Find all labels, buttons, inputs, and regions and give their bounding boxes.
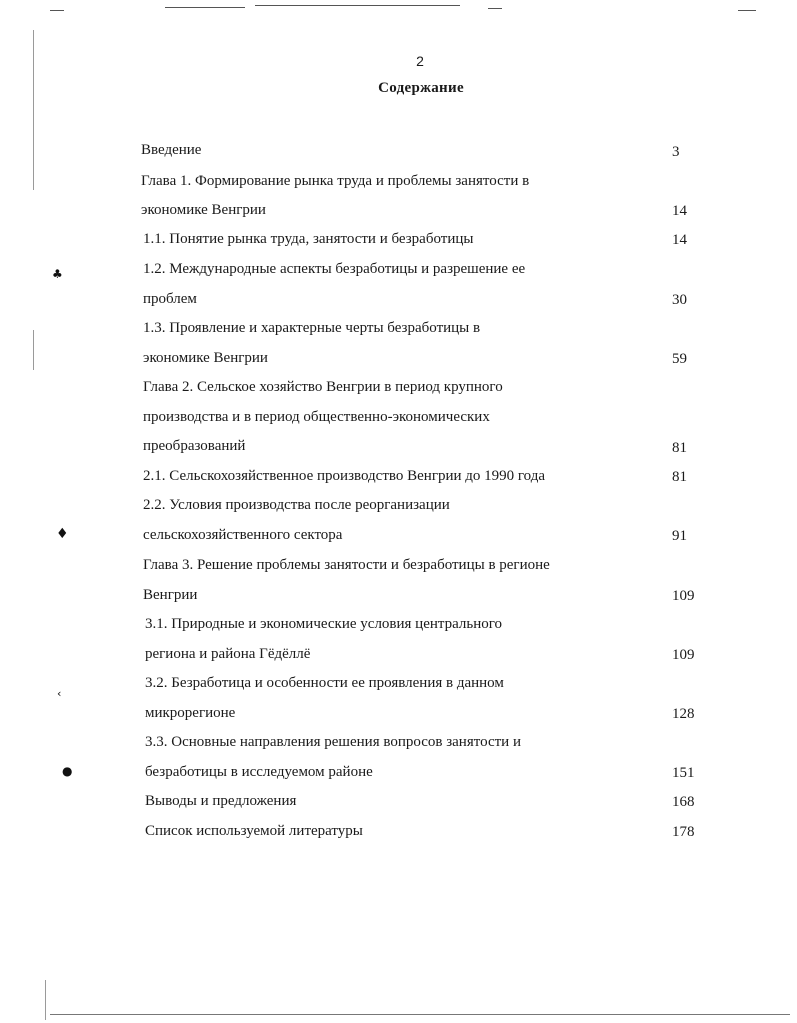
scan-artifact-bottom-line bbox=[50, 1014, 790, 1015]
toc-entry-page: 128 bbox=[672, 706, 695, 722]
toc-entry-page: 81 bbox=[672, 469, 687, 485]
toc-entry-page: 91 bbox=[672, 528, 687, 544]
toc-entry-text: безработицы в исследуемом районе bbox=[145, 764, 373, 780]
toc-entry-text: 1.2. Международные аспекты безработицы и разрешение ее bbox=[143, 261, 526, 277]
toc-entry-text: Список используемой литературы bbox=[145, 823, 363, 839]
toc-entry-text: 2.2. Условия производства после реорганизации bbox=[143, 497, 450, 513]
toc-entry-page: 14 bbox=[672, 203, 687, 219]
toc-entry-page: 109 bbox=[672, 647, 695, 663]
toc-entry-text: экономике Венгрии bbox=[141, 202, 266, 218]
scan-artifact-spot: ● bbox=[62, 764, 73, 778]
toc-entry-text: Глава 3. Решение проблемы занятости и безработицы в регионе bbox=[143, 557, 550, 573]
scan-artifact-spot: ♣ bbox=[52, 267, 63, 281]
scan-artifact-top-line bbox=[50, 10, 64, 11]
toc-entry-page: 14 bbox=[672, 232, 687, 248]
toc-entry-text: 3.1. Природные и экономические условия центрального bbox=[145, 616, 503, 632]
toc-entry-text: 1.1. Понятие рынка труда, занятости и безработицы bbox=[143, 231, 474, 247]
page-number: 2 bbox=[416, 53, 424, 69]
toc-entry-page: 3 bbox=[672, 144, 680, 160]
toc-entry-page: 109 bbox=[672, 588, 695, 604]
scan-artifact-margin-line bbox=[45, 980, 46, 1020]
toc-entry-text: 1.3. Проявление и характерные черты безработицы в bbox=[143, 320, 481, 336]
toc-entry-text: региона и района Гёдёллё bbox=[145, 646, 311, 662]
toc-entry-text: Введение bbox=[141, 142, 202, 158]
toc-entry-text: Венгрии bbox=[143, 587, 198, 603]
scan-artifact-spot: ‹ bbox=[57, 687, 62, 700]
toc-entry-text: Глава 1. Формирование рынка труда и проблемы занятости в bbox=[141, 173, 530, 189]
toc-entry-page: 168 bbox=[672, 794, 695, 810]
scan-artifact-top-line bbox=[255, 5, 460, 6]
toc-entry-text: 2.1. Сельскохозяйственное производство Венгрии до 1990 года bbox=[143, 468, 546, 484]
scan-artifact-top-line bbox=[165, 7, 245, 8]
toc-entry-page: 30 bbox=[672, 292, 687, 308]
toc-entry-text: сельскохозяйственного сектора bbox=[143, 527, 343, 543]
toc-entry-text: Глава 2. Сельское хозяйство Венгрии в период крупного bbox=[143, 379, 503, 395]
toc-entry-text: производства и в период общественно-экономических bbox=[143, 409, 490, 425]
toc-entry-text: преобразований bbox=[143, 438, 246, 454]
toc-entry-page: 81 bbox=[672, 440, 687, 456]
toc-entry-text: экономике Венгрии bbox=[143, 350, 268, 366]
toc-entry-page: 59 bbox=[672, 351, 687, 367]
page-title: Содержание bbox=[378, 80, 464, 96]
toc-entry-text: Выводы и предложения bbox=[145, 793, 297, 809]
toc-entry-text: микрорегионе bbox=[145, 705, 236, 721]
scan-artifact-spot: ♦ bbox=[56, 526, 69, 542]
toc-entry-text: 3.2. Безработица и особенности ее проявления в данном bbox=[145, 675, 504, 691]
scan-artifact-top-line bbox=[738, 10, 756, 11]
toc-entry-text: 3.3. Основные направления решения вопросов занятости и bbox=[145, 734, 521, 750]
toc-entry-page: 151 bbox=[672, 765, 695, 781]
toc-entry-text: проблем bbox=[143, 291, 197, 307]
toc-entry-page: 178 bbox=[672, 824, 695, 840]
scan-artifact-margin-line bbox=[33, 330, 34, 370]
scan-artifact-top-line bbox=[488, 8, 502, 9]
